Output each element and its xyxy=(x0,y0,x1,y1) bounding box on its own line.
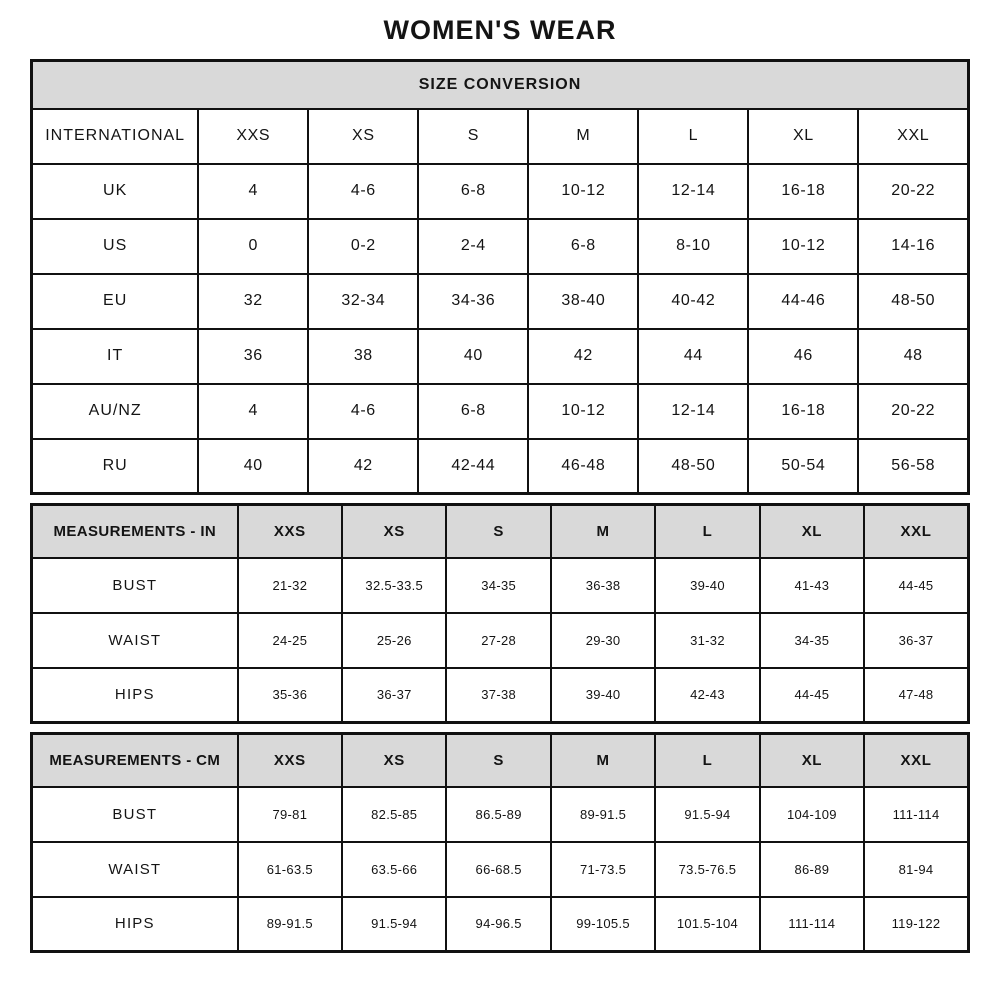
column-header: M xyxy=(551,505,655,558)
size-cell: XXS xyxy=(198,109,308,164)
size-cell: 10-12 xyxy=(528,164,638,219)
table-row xyxy=(32,164,969,219)
column-header: XS xyxy=(342,505,446,558)
size-cell: 6-8 xyxy=(418,384,528,439)
measurement-cell: 82.5-85 xyxy=(342,787,446,842)
size-cell: 36 xyxy=(198,329,308,384)
size-cell: 16-18 xyxy=(748,384,858,439)
measurement-cell: 89-91.5 xyxy=(551,787,655,842)
measurement-cell: 104-109 xyxy=(760,787,864,842)
measurement-cell: 24-25 xyxy=(238,613,342,668)
measurement-cell: 44-45 xyxy=(864,558,968,613)
measurement-cell: 86.5-89 xyxy=(446,787,550,842)
table-row xyxy=(32,109,969,164)
measurements-cm-title: MEASUREMENTS - CM xyxy=(32,734,238,787)
size-cell: 2-4 xyxy=(418,219,528,274)
table-row xyxy=(32,558,969,613)
row-label-international: INTERNATIONAL xyxy=(32,109,199,164)
measurements-in-table xyxy=(30,503,970,724)
table-row xyxy=(32,274,969,329)
measurement-cell: 91.5-94 xyxy=(655,787,759,842)
column-header: S xyxy=(446,505,550,558)
size-cell: 42 xyxy=(308,439,418,494)
size-cell: XXL xyxy=(858,109,968,164)
size-cell: 40 xyxy=(418,329,528,384)
measurement-cell: 36-37 xyxy=(864,613,968,668)
measurement-cell: 32.5-33.5 xyxy=(342,558,446,613)
measurement-cell: 36-37 xyxy=(342,668,446,723)
size-cell: M xyxy=(528,109,638,164)
measurement-cell: 44-45 xyxy=(760,668,864,723)
table-row xyxy=(32,897,969,952)
column-header: L xyxy=(655,734,759,787)
column-header: XS xyxy=(342,734,446,787)
size-cell: 56-58 xyxy=(858,439,968,494)
size-cell: 12-14 xyxy=(638,384,748,439)
size-cell: 48 xyxy=(858,329,968,384)
size-cell: 8-10 xyxy=(638,219,748,274)
table-title-row xyxy=(32,61,969,109)
row-label-bust: BUST xyxy=(32,787,238,842)
measurement-cell: 79-81 xyxy=(238,787,342,842)
measurement-cell: 25-26 xyxy=(342,613,446,668)
measurements-in-title: MEASUREMENTS - IN xyxy=(32,505,238,558)
measurements-cm-table xyxy=(30,732,970,953)
size-cell: L xyxy=(638,109,748,164)
measurement-cell: 94-96.5 xyxy=(446,897,550,952)
size-cell: 4 xyxy=(198,164,308,219)
measurement-cell: 37-38 xyxy=(446,668,550,723)
measurement-cell: 61-63.5 xyxy=(238,842,342,897)
measurement-cell: 101.5-104 xyxy=(655,897,759,952)
size-cell: 10-12 xyxy=(528,384,638,439)
size-cell: 4-6 xyxy=(308,164,418,219)
measurement-cell: 39-40 xyxy=(551,668,655,723)
measurement-cell: 111-114 xyxy=(760,897,864,952)
table-row xyxy=(32,329,969,384)
size-cell: 20-22 xyxy=(858,384,968,439)
measurement-cell: 31-32 xyxy=(655,613,759,668)
size-cell: 0 xyxy=(198,219,308,274)
measurement-cell: 63.5-66 xyxy=(342,842,446,897)
row-label-bust: BUST xyxy=(32,558,238,613)
size-cell: XL xyxy=(748,109,858,164)
row-label-it: IT xyxy=(32,329,199,384)
size-cell: 46-48 xyxy=(528,439,638,494)
size-cell: 48-50 xyxy=(858,274,968,329)
size-conversion-table xyxy=(30,59,970,495)
size-cell: 6-8 xyxy=(418,164,528,219)
size-cell: S xyxy=(418,109,528,164)
size-chart-sheet xyxy=(30,0,970,953)
measurement-cell: 27-28 xyxy=(446,613,550,668)
measurement-cell: 36-38 xyxy=(551,558,655,613)
measurement-cell: 41-43 xyxy=(760,558,864,613)
size-cell: 32 xyxy=(198,274,308,329)
page-title: WOMEN'S WEAR xyxy=(383,15,617,45)
column-header: L xyxy=(655,505,759,558)
row-label-ru: RU xyxy=(32,439,199,494)
row-label-hips: HIPS xyxy=(32,668,238,723)
size-cell: 4 xyxy=(198,384,308,439)
measurement-cell: 29-30 xyxy=(551,613,655,668)
column-header: M xyxy=(551,734,655,787)
row-label-waist: WAIST xyxy=(32,842,238,897)
measurement-cell: 119-122 xyxy=(864,897,968,952)
size-cell: 40-42 xyxy=(638,274,748,329)
size-cell: 14-16 xyxy=(858,219,968,274)
size-cell: XS xyxy=(308,109,418,164)
column-header: S xyxy=(446,734,550,787)
measurement-cell: 21-32 xyxy=(238,558,342,613)
size-cell: 40 xyxy=(198,439,308,494)
size-cell: 32-34 xyxy=(308,274,418,329)
size-cell: 10-12 xyxy=(748,219,858,274)
table-header-row xyxy=(32,734,969,787)
measurement-cell: 39-40 xyxy=(655,558,759,613)
row-label-hips: HIPS xyxy=(32,897,238,952)
size-cell: 20-22 xyxy=(858,164,968,219)
size-cell: 38 xyxy=(308,329,418,384)
measurement-cell: 91.5-94 xyxy=(342,897,446,952)
table-row xyxy=(32,668,969,723)
size-conversion-title: SIZE CONVERSION xyxy=(32,61,969,109)
measurement-cell: 34-35 xyxy=(760,613,864,668)
column-header: XL xyxy=(760,505,864,558)
size-cell: 42-44 xyxy=(418,439,528,494)
table-row xyxy=(32,613,969,668)
size-cell: 34-36 xyxy=(418,274,528,329)
size-cell: 50-54 xyxy=(748,439,858,494)
size-cell: 6-8 xyxy=(528,219,638,274)
column-header: XXL xyxy=(864,734,968,787)
table-row xyxy=(32,439,969,494)
size-cell: 44 xyxy=(638,329,748,384)
table-row xyxy=(32,384,969,439)
size-cell: 46 xyxy=(748,329,858,384)
measurement-cell: 111-114 xyxy=(864,787,968,842)
measurement-cell: 86-89 xyxy=(760,842,864,897)
column-header: XL xyxy=(760,734,864,787)
measurement-cell: 47-48 xyxy=(864,668,968,723)
measurement-cell: 35-36 xyxy=(238,668,342,723)
measurement-cell: 99-105.5 xyxy=(551,897,655,952)
measurement-cell: 66-68.5 xyxy=(446,842,550,897)
size-cell: 42 xyxy=(528,329,638,384)
column-header: XXL xyxy=(864,505,968,558)
size-cell: 0-2 xyxy=(308,219,418,274)
table-row xyxy=(32,842,969,897)
measurement-cell: 81-94 xyxy=(864,842,968,897)
row-label-waist: WAIST xyxy=(32,613,238,668)
measurement-cell: 73.5-76.5 xyxy=(655,842,759,897)
table-header-row xyxy=(32,505,969,558)
measurement-cell: 89-91.5 xyxy=(238,897,342,952)
size-cell: 16-18 xyxy=(748,164,858,219)
row-label-us: US xyxy=(32,219,199,274)
table-row xyxy=(32,787,969,842)
size-cell: 12-14 xyxy=(638,164,748,219)
row-label-uk: UK xyxy=(32,164,199,219)
size-cell: 48-50 xyxy=(638,439,748,494)
column-header: XXS xyxy=(238,505,342,558)
size-cell: 44-46 xyxy=(748,274,858,329)
size-cell: 38-40 xyxy=(528,274,638,329)
measurement-cell: 71-73.5 xyxy=(551,842,655,897)
size-cell: 4-6 xyxy=(308,384,418,439)
table-row xyxy=(32,219,969,274)
column-header: XXS xyxy=(238,734,342,787)
measurement-cell: 42-43 xyxy=(655,668,759,723)
row-label-aunz: AU/NZ xyxy=(32,384,199,439)
row-label-eu: EU xyxy=(32,274,199,329)
measurement-cell: 34-35 xyxy=(446,558,550,613)
